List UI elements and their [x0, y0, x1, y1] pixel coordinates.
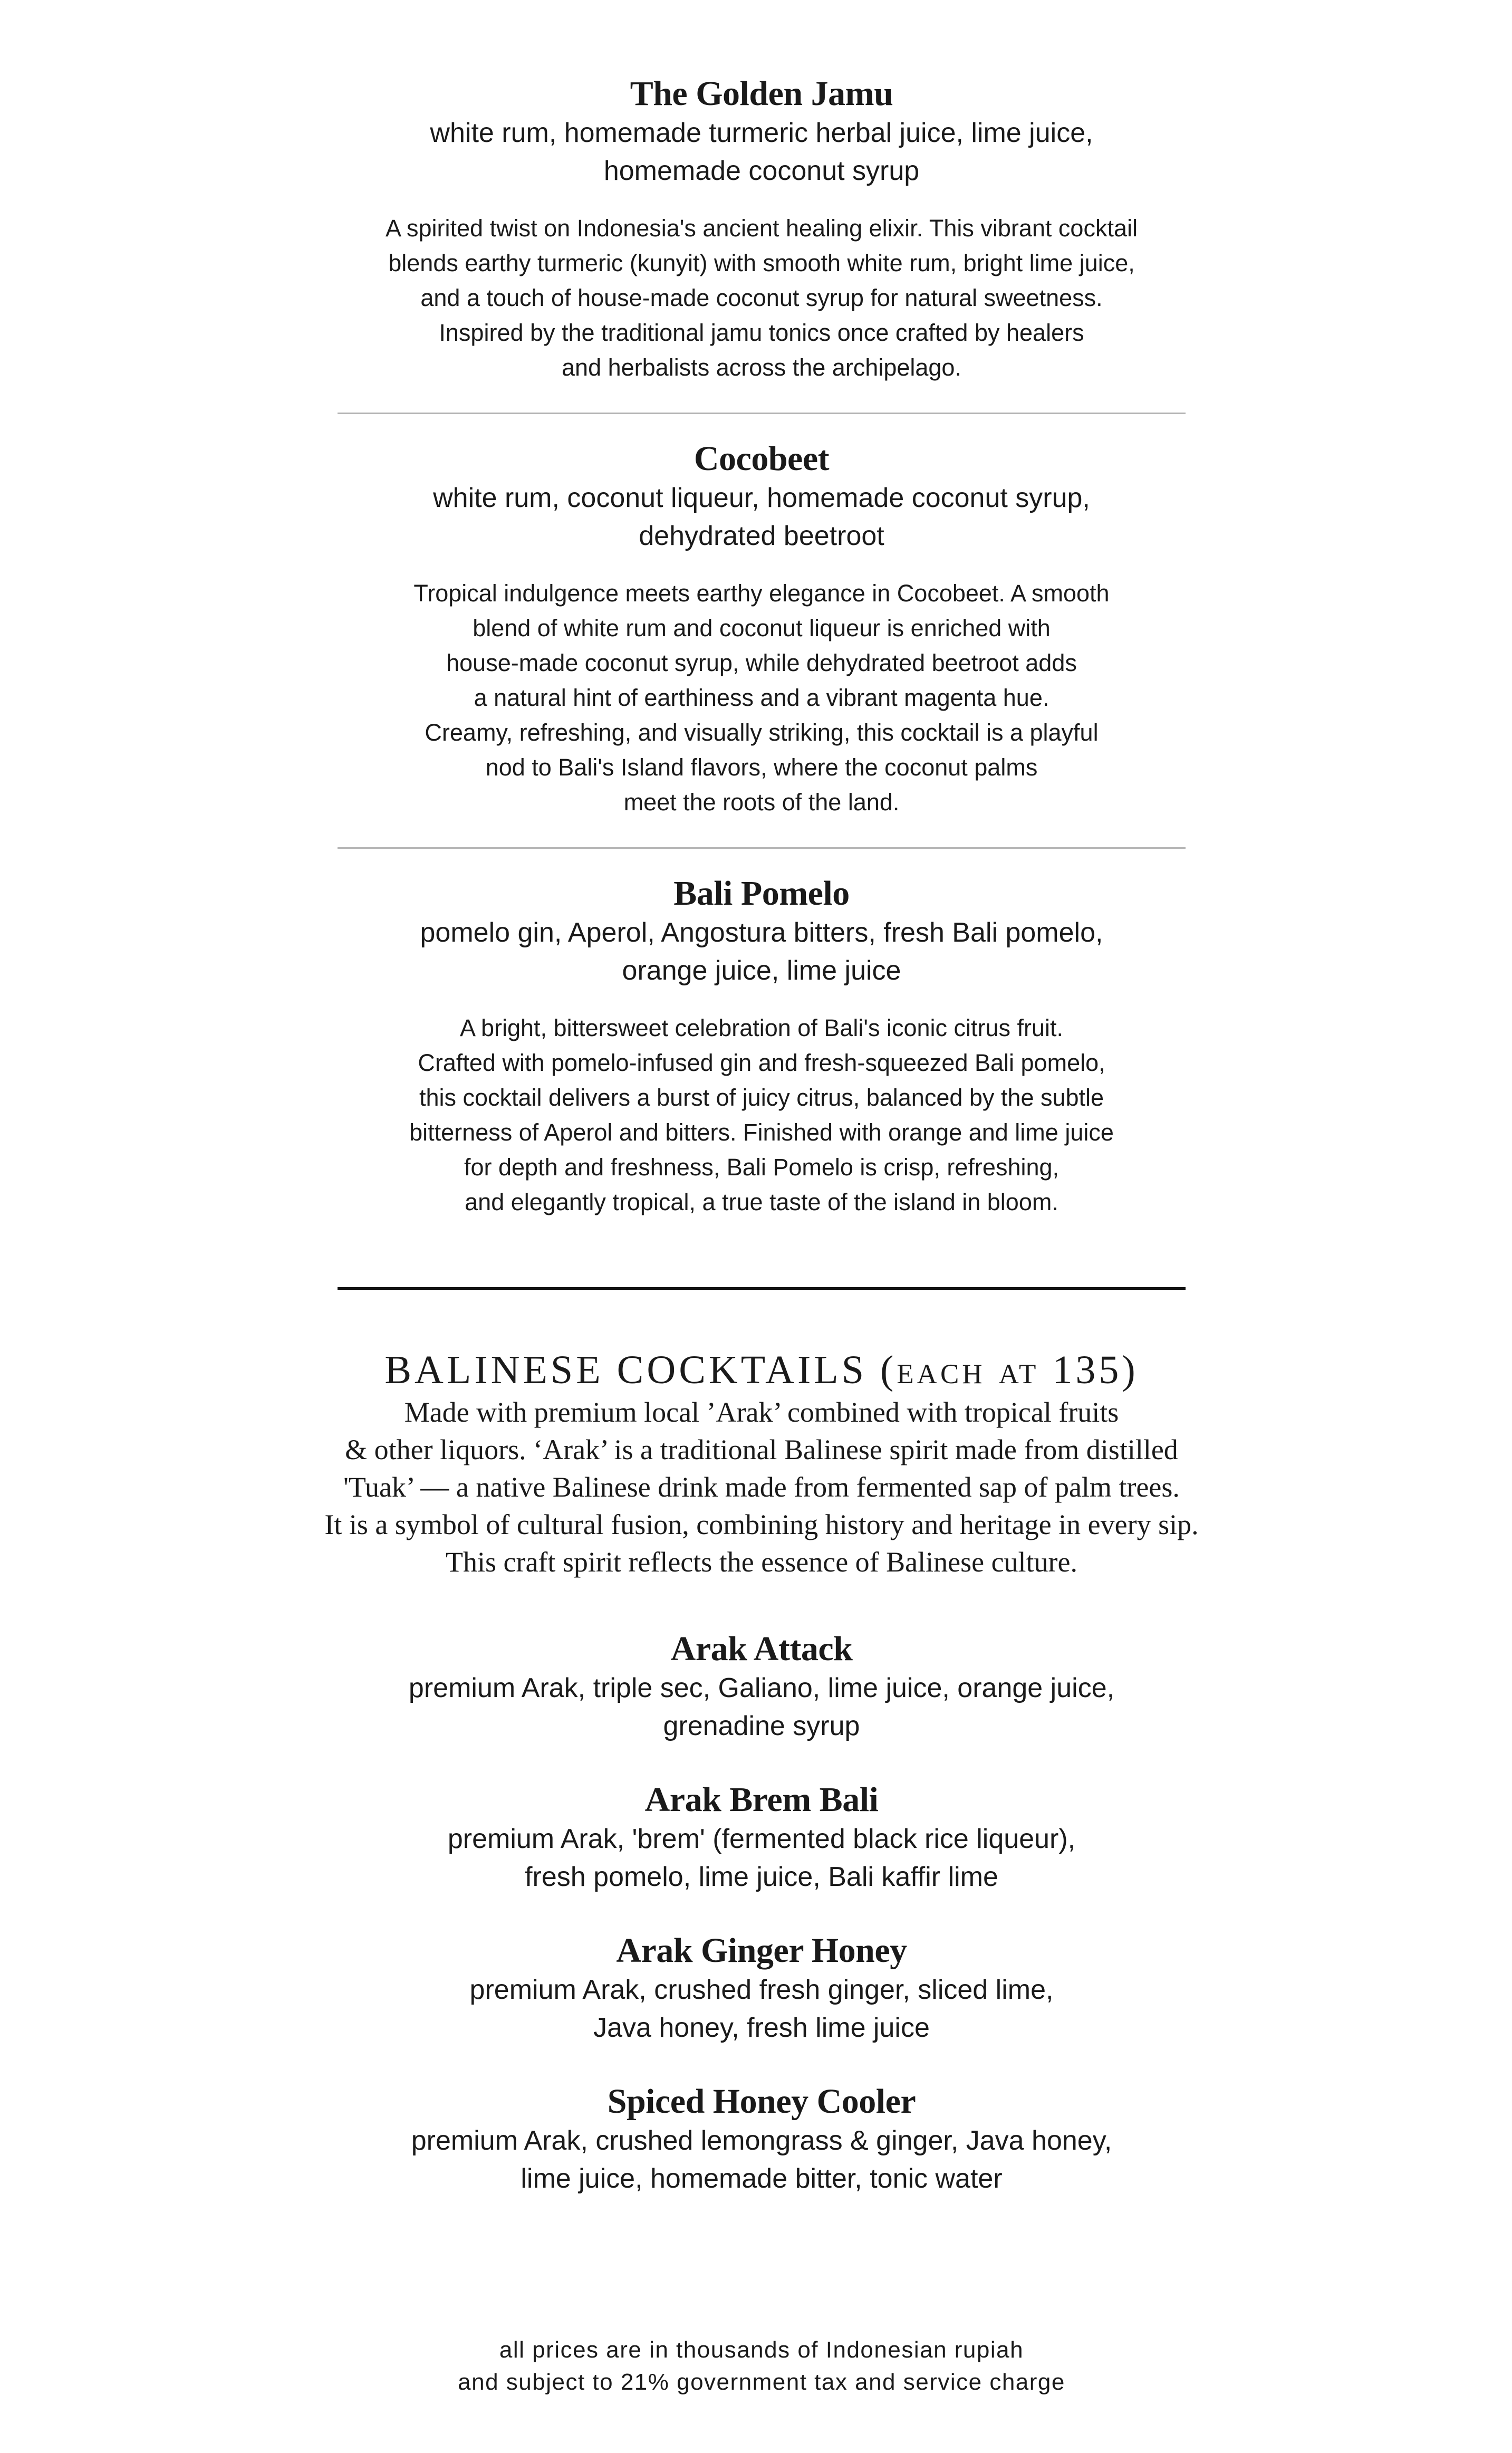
divider: [338, 847, 1186, 849]
cocktail-name: Arak Attack: [670, 1630, 853, 1668]
cocktail-bali-pomelo: [338, 874, 1186, 1220]
cocktail-description: Tropical indulgence meets earthy elegance in Cocobeet. A smooth blend of white rum and coconut liqueur is enriched with house-made coconut syrup, while dehydrated beetroot adds a natural hint of earthiness and a vibrant magenta hue. Creamy, refreshing, and visually striking, this cocktail is a playful nod to Bali's Island flavors, where the coconut palms meet the roots of the land.: [413, 580, 1110, 816]
cocktail-golden-jamu: [338, 74, 1186, 385]
cocktail-arak-attack: [338, 1629, 1186, 1745]
divider: [338, 413, 1186, 414]
section-title: [316, 1346, 1207, 1394]
cocktail-ingredients: white rum, homemade turmeric herbal juice, lime juice, homemade coconut syrup: [430, 118, 1093, 186]
cocktail-name: Spiced Honey Cooler: [607, 2082, 916, 2121]
cocktail-name: Cocobeet: [694, 439, 830, 478]
cocktail-ingredients: premium Arak, 'brem' (fermented black rice liqueur), fresh pomelo, lime juice, Bali kaffir lime: [447, 1824, 1076, 1892]
cocktail-arak-ginger-honey: [338, 1931, 1186, 2047]
section-intro: Made with premium local ’Arak’ combined with tropical fruits & other liquors. ‘Arak’ is a traditional Balinese spirit made from distilled 'Tuak’ — a native Balinese drink made from fermented sap of palm trees. It is a symbol of cultural fusion, combining history and heritage in every sip. This craft spirit reflects the essence of Balinese culture.: [324, 1396, 1199, 1578]
cocktail-ingredients: premium Arak, crushed fresh ginger, sliced lime, Java honey, fresh lime juice: [469, 1975, 1054, 2043]
balinese-section-header: [316, 1346, 1207, 1581]
cocktail-description: A spirited twist on Indonesia's ancient healing elixir. This vibrant cocktail blends earthy turmeric (kunyit) with smooth white rum, bright lime juice, and a touch of house-made coconut syrup for natural sweetness. Inspired by the traditional jamu tonics once crafted by healers and herbalists across the archipelago.: [385, 215, 1138, 381]
section-divider: [338, 1287, 1186, 1290]
cocktail-arak-brem-bali: [338, 1780, 1186, 1896]
footer-note: all prices are in thousands of Indonesian rupiah and subject to 21% government tax and service charge: [458, 2337, 1065, 2395]
cocktail-cocobeet: [338, 439, 1186, 820]
cocktail-ingredients: white rum, coconut liqueur, homemade coconut syrup, dehydrated beetroot: [433, 483, 1090, 551]
cocktail-name: Bali Pomelo: [673, 874, 850, 913]
footer: [338, 2334, 1186, 2398]
cocktail-spiced-honey-cooler: [338, 2082, 1186, 2198]
cocktail-description: A bright, bittersweet celebration of Bali's iconic citrus fruit. Crafted with pomelo-infused gin and fresh-squeezed Bali pomelo, this cocktail delivers a burst of juicy citrus, balanced by the subtle bitterness of Aperol and bitters. Finished with orange and lime juice for depth and freshness, Bali Pomelo is crisp, refreshing, and elegantly tropical, a true taste of the island in bloom.: [409, 1014, 1114, 1215]
cocktail-ingredients: premium Arak, crushed lemongrass & ginger, Java honey, lime juice, homemade bitter, tonic water: [411, 2125, 1112, 2194]
cocktail-ingredients: premium Arak, triple sec, Galiano, lime juice, orange juice, grenadine syrup: [408, 1673, 1115, 1741]
cocktail-name: Arak Brem Bali: [644, 1780, 879, 1819]
cocktail-name: Arak Ginger Honey: [616, 1931, 907, 1970]
section-price-note: (each at 135): [880, 1348, 1139, 1392]
cocktail-name: The Golden Jamu: [630, 74, 893, 113]
cocktail-ingredients: pomelo gin, Aperol, Angostura bitters, fresh Bali pomelo, orange juice, lime juice: [420, 917, 1103, 986]
section-title-text: BALINESE COCKTAILS: [384, 1348, 867, 1392]
